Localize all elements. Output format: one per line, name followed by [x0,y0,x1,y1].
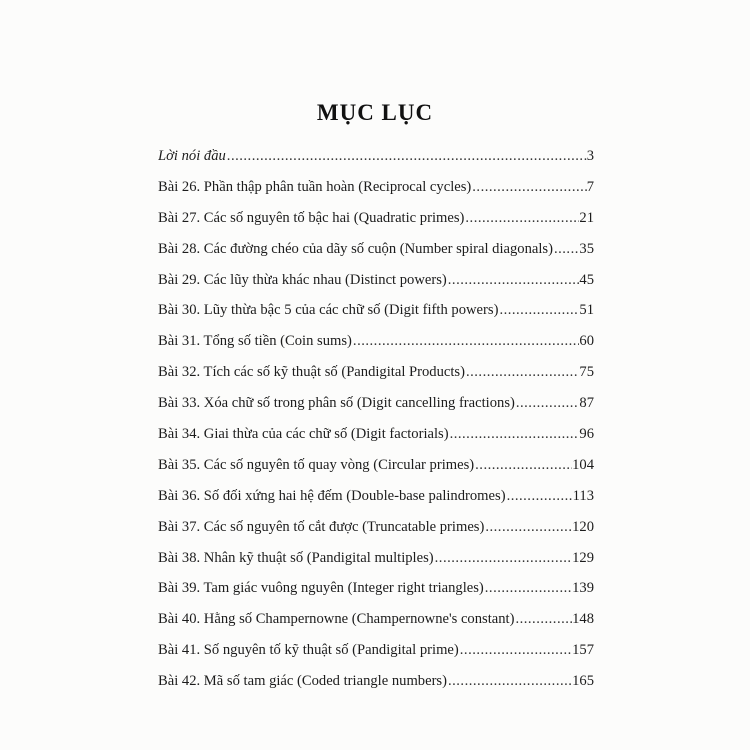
toc-entry-title: Bài 36. Số đối xứng hai hệ đếm (Double-base palindromes) [158,487,506,504]
toc-entry-title: Bài 35. Các số nguyên tố quay vòng (Circular primes) [158,456,475,473]
toc-entry [158,295,594,326]
toc-entry-title: Bài 26. Phần thập phân tuần hoàn (Reciprocal cycles) [158,178,472,195]
toc-entry [158,326,594,357]
toc-entry-title: Bài 29. Các lũy thừa khác nhau (Distinct powers) [158,271,447,288]
dot-leader [506,481,573,512]
dot-leader [464,203,579,234]
page-title: MỤC LỤC [316,100,434,125]
dot-leader [514,604,572,635]
toc-entry [158,234,594,265]
toc-entry-page-number: 129 [572,549,594,566]
toc-entry [158,203,594,234]
toc-entry [158,450,594,481]
toc-entry-page-number: 45 [579,271,594,288]
toc-entry [158,388,594,419]
toc-entry [158,357,594,388]
toc-entry [158,141,594,172]
dot-leader [449,419,580,450]
toc-entry-page-number: 35 [579,240,594,257]
dot-leader [474,450,572,481]
toc-entry-page-number: 51 [579,302,594,319]
toc-entry-page-number: 7 [586,178,594,195]
toc-entry-page-number: 157 [572,642,594,659]
toc-entry [158,265,594,296]
toc-entry [158,604,594,635]
toc-entry-page-number: 120 [572,518,594,535]
toc-entry [158,419,594,450]
dot-leader [465,357,579,388]
toc-entry-title: Bài 41. Số nguyên tố kỹ thuật số (Pandigital prime) [158,642,459,659]
toc-entry [158,543,594,574]
toc-entry-page-number: 139 [572,580,594,597]
dot-leader [553,234,579,265]
dot-leader [471,172,586,203]
dot-leader [484,573,572,604]
toc-entry-page-number: 113 [572,487,594,504]
dot-leader [447,666,572,697]
toc-entry [158,512,594,543]
toc-entry [158,573,594,604]
toc-entry [158,481,594,512]
toc-entry-page-number: 96 [579,426,594,443]
toc-entry [158,666,594,697]
toc-entry-title: Bài 32. Tích các số kỹ thuật số (Pandigital Products) [158,364,465,381]
toc-entry [158,635,594,666]
toc-entry-title: Bài 40. Hằng số Champernowne (Champernowne's constant) [158,611,515,628]
dot-leader [459,635,572,666]
toc-entry-title: Bài 42. Mã số tam giác (Coded triangle numbers) [158,673,447,690]
dot-leader [447,265,580,296]
toc-entry-page-number: 165 [572,673,594,690]
toc-entry-page-number: 104 [572,456,594,473]
dot-leader [498,295,579,326]
dot-leader [515,388,580,419]
toc-entry-page-number: 3 [586,148,594,164]
dot-leader [484,512,572,543]
toc-entry-title: Bài 39. Tam giác vuông nguyên (Integer right triangles) [158,580,484,597]
toc-entry-title: Bài 31. Tổng số tiền (Coin sums) [158,333,352,350]
dot-leader [352,326,579,357]
dot-leader [434,543,572,574]
toc-entry-title: Bài 38. Nhân kỹ thuật số (Pandigital multiples) [158,549,434,566]
toc-entry-page-number: 21 [579,209,594,226]
dot-leader [226,141,587,172]
toc-entry-title: Bài 34. Giai thừa của các chữ số (Digit factorials) [158,426,449,443]
toc-entry-title: Bài 27. Các số nguyên tố bậc hai (Quadratic primes) [158,209,465,226]
toc-entry-page-number: 87 [579,395,594,412]
toc-entry-page-number: 148 [572,611,594,628]
toc-entry-title: Bài 28. Các đường chéo của dãy số cuộn (Number spiral diagonals) [158,240,553,257]
toc-entry-title: Bài 37. Các số nguyên tố cắt được (Truncatable primes) [158,518,485,535]
toc-entry-page-number: 75 [579,364,594,381]
table-of-contents [158,141,594,697]
toc-entry-title: Bài 30. Lũy thừa bậc 5 của các chữ số (Digit fifth powers) [158,302,499,319]
toc-entry-title: Bài 33. Xóa chữ số trong phân số (Digit cancelling fractions) [158,395,515,412]
toc-entry-title: Lời nói đầu [158,148,226,164]
toc-entry-page-number: 60 [579,333,594,350]
toc-entry [158,172,594,203]
